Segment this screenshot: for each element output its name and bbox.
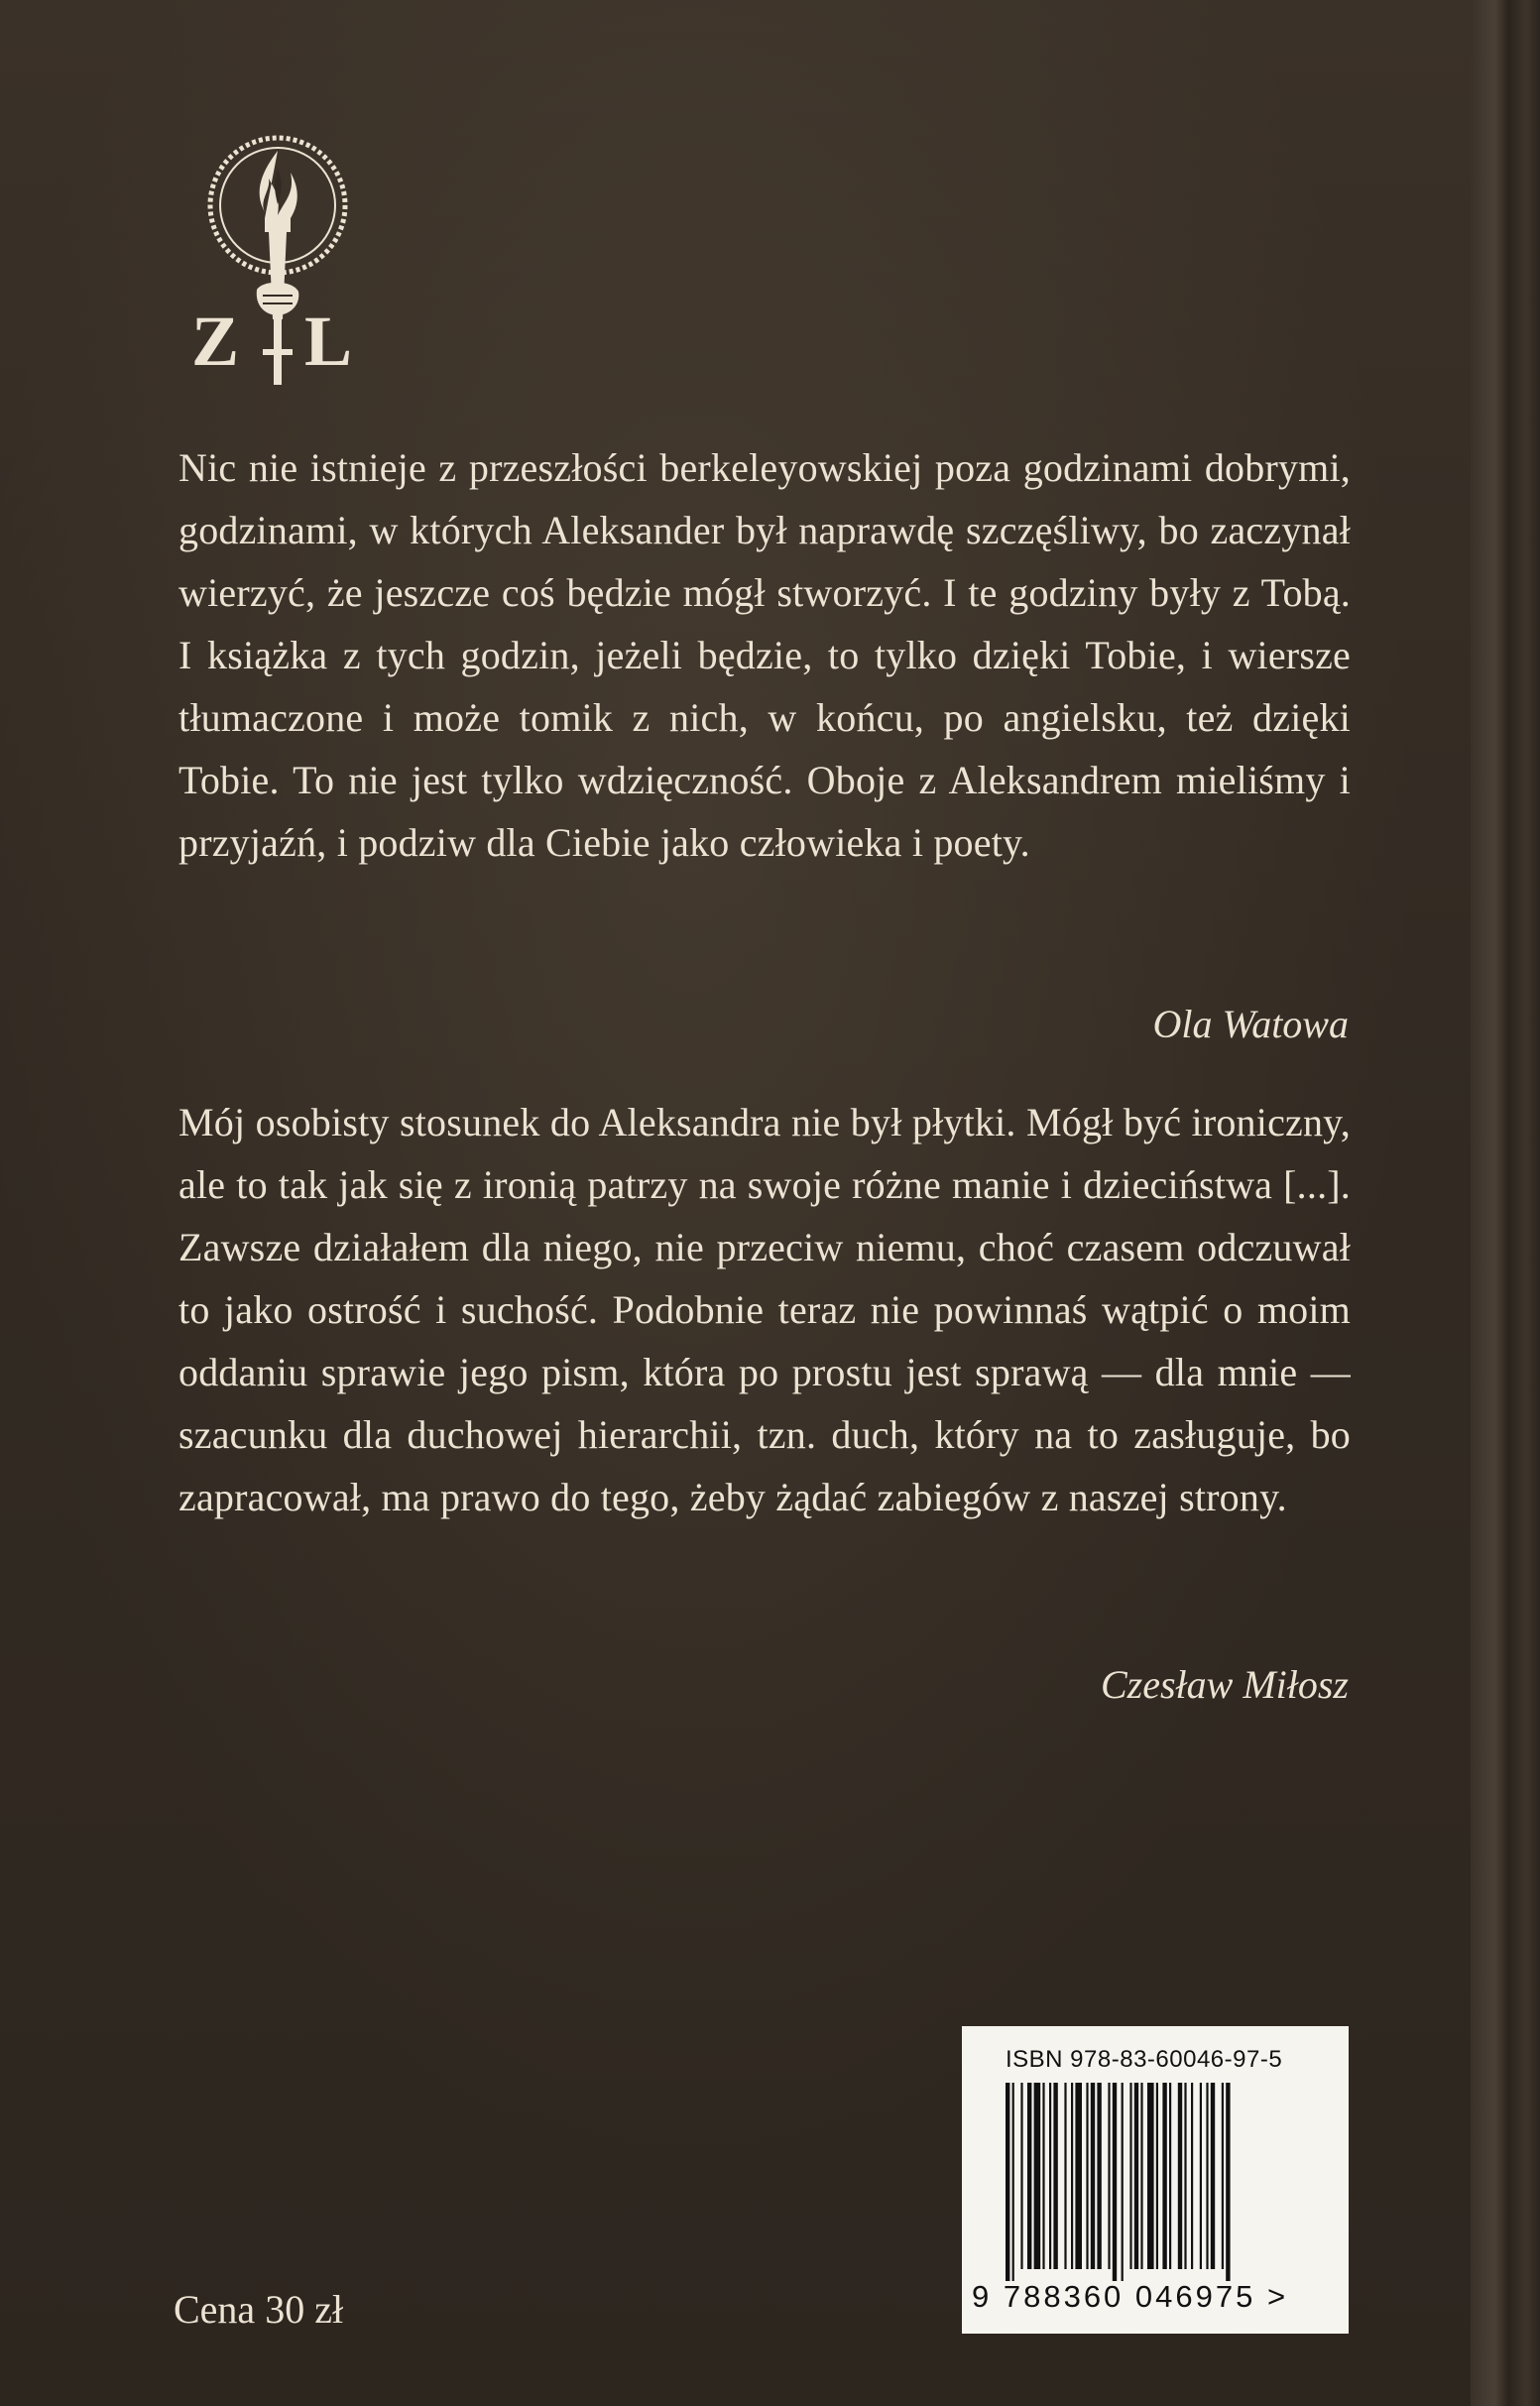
barcode-bar [1086,2083,1088,2269]
barcode-bar [1156,2083,1158,2269]
price-label: Cena 30 zł [174,2287,344,2332]
barcode-bar [1122,2083,1124,2281]
barcode-bars [1006,2083,1303,2281]
barcode-bar [1091,2083,1095,2269]
barcode-bar [1097,2083,1101,2269]
barcode-bar [1178,2083,1182,2269]
barcode-bar [1027,2083,1031,2269]
quote-ola-watowa [178,436,1351,874]
quote-text: Mój osobisty stosunek do Aleksandra nie był płytki. Mógł być ironiczny, ale to tak jak się z ironią patrzy na swoje różne manie i dzieciństwa [...]. Zawsze działałem dla niego, nie przeciw niemu, choć czasem odczuwał to jako ostrość i suchość. Podobnie teraz nie powinnaś wątpić o moim oddaniu sprawie jego pism, która po prostu jest sprawą — dla mnie — szacunku dla duchowej hierarchii, tzn. duch, który na to zasługuje, bo zapracował, ma prawo do tego, żeby żądać zabiegów z naszej strony. [178,1100,1351,1519]
publisher-logo [183,121,372,399]
barcode-bar [1113,2083,1117,2281]
quote-author-ola-watowa: Ola Watowa [1152,1002,1349,1046]
barcode-bar [1042,2083,1044,2269]
publisher-logo-emblem [183,121,372,399]
barcode-bar [1200,2083,1202,2269]
barcode-bar [1006,2083,1009,2281]
barcode-bar [1140,2083,1142,2269]
barcode-bar [1075,2083,1082,2269]
logo-letter-z: Z [191,301,240,381]
ean-number: 9 788360 046975 > [972,2279,1289,2314]
barcode-bar [1064,2083,1066,2269]
isbn-number: ISBN 978-83-60046-97-5 [1006,2046,1283,2073]
barcode-bar [1053,2083,1057,2269]
barcode-bar [1129,2083,1131,2269]
logo-letter-l: L [304,301,353,381]
quote-text: Nic nie istnieje z przeszłości berkeleyowskiej poza godzinami dobrymi, godzinami, w których Aleksander był naprawdę szczęśliwy, bo zaczynał wierzyć, że jeszcze coś będzie mógł stworzyć. I te godziny były z Tobą. I książka z tych godzin, jeżeli będzie, to tylko dzięki Tobie, i wiersze tłumaczone i może tomik z nich, w końcu, po angielsku, też dzięki Tobie. To nie jest tylko wdzięczność. Oboje z Aleksandrem mieliśmy i przyjaźń, i podziw dla Ciebie jako człowieka i poety. [178,445,1351,865]
barcode-bar [1206,2083,1208,2269]
barcode-bar [1012,2083,1014,2281]
cover-edge [1471,0,1540,2406]
barcode-bar [1211,2083,1215,2269]
quote-author-czeslaw-milosz: Czesław Miłosz [1100,1662,1349,1707]
barcode-bar [1226,2083,1230,2281]
barcode-bar [1147,2083,1154,2269]
isbn-barcode [962,2026,1349,2334]
barcode-bar [1222,2083,1224,2269]
barcode-bar [1169,2083,1171,2269]
barcode-bar [1191,2083,1193,2269]
barcode-bar [1134,2083,1138,2269]
barcode-bar [1108,2083,1110,2269]
barcode-bar [1049,2083,1051,2269]
barcode-bar [1162,2083,1166,2269]
barcode-bar [1034,2083,1041,2269]
barcode-bar [1071,2083,1073,2269]
barcode-bar [1184,2083,1186,2269]
quote-czeslaw-milosz [178,1091,1351,1528]
barcode-bar [1020,2083,1022,2269]
